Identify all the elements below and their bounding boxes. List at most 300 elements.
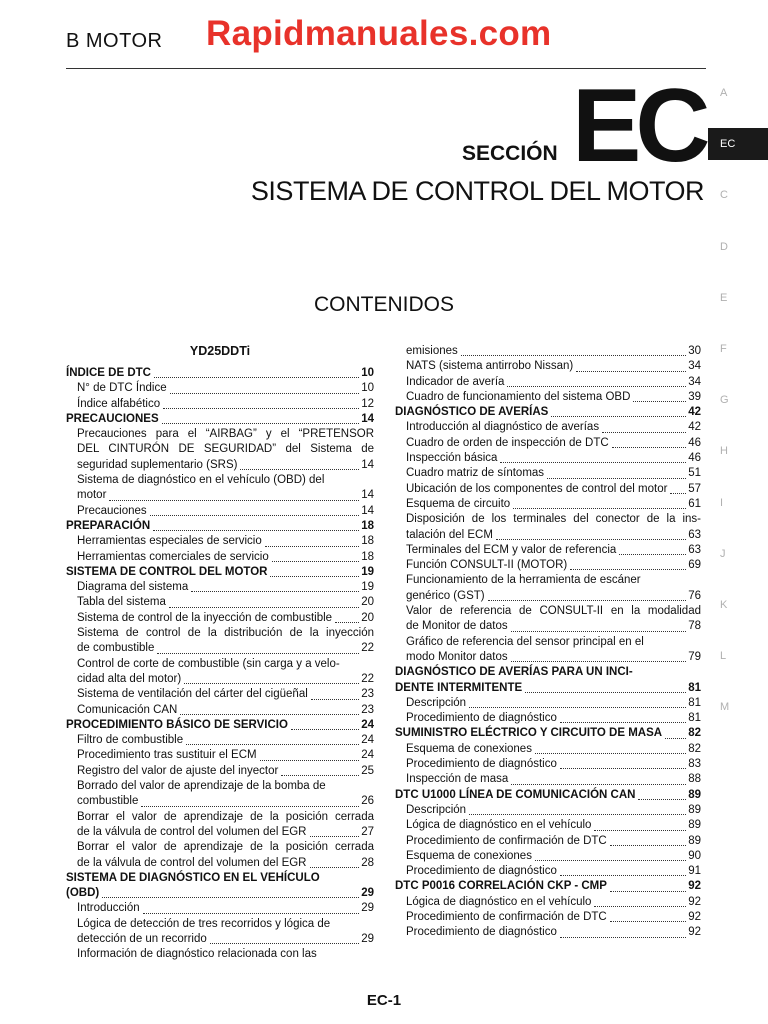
toc-leader-dots: [157, 653, 359, 654]
toc-page-number: 20: [361, 611, 374, 624]
section-tab-c[interactable]: [708, 189, 768, 201]
toc-leader-dots: [154, 377, 359, 378]
toc-leader-dots: [260, 760, 360, 761]
toc-entry-title: modo Monitor datos: [406, 650, 508, 663]
toc-page-number: 12: [361, 397, 374, 410]
toc-entry[interactable]: [395, 864, 701, 879]
toc-entry[interactable]: [66, 703, 374, 718]
toc-page-number: 46: [688, 452, 701, 465]
toc-page-number: 18: [361, 535, 374, 548]
toc-entry-title: SISTEMA DE CONTROL DEL MOTOR: [66, 565, 268, 578]
section-tab-label: K: [720, 599, 728, 611]
toc-leader-dots: [310, 836, 360, 837]
toc-page-number: 10: [361, 367, 374, 379]
toc-entry-line[interactable]: Funcionamiento de la herramienta de escáner: [406, 574, 641, 587]
toc-entry-title: Procedimiento de diagnóstico: [406, 758, 557, 771]
toc-entry-title: motor: [77, 489, 107, 502]
section-tab-label: A: [720, 87, 728, 99]
toc-entry[interactable]: [395, 818, 701, 833]
toc-entry-title: N° de DTC Índice: [77, 382, 167, 395]
toc-entry-title: Índice alfabético: [77, 397, 161, 410]
toc-entry[interactable]: [395, 436, 701, 451]
toc-page-number: 14: [361, 504, 374, 517]
toc-entry[interactable]: [395, 543, 701, 558]
toc-entry[interactable]: [66, 733, 374, 748]
toc-entry[interactable]: [395, 528, 701, 543]
brand-watermark[interactable]: Rapidmanuales.com: [206, 14, 552, 53]
toc-page-number: 34: [688, 360, 701, 373]
toc-leader-dots: [488, 600, 687, 601]
toc-leader-dots: [210, 943, 359, 944]
section-code: EC: [572, 68, 705, 184]
toc-entry[interactable]: [395, 849, 701, 864]
toc-leader-dots: [143, 913, 360, 914]
section-tab-f[interactable]: [708, 343, 768, 355]
section-tab-h[interactable]: [708, 445, 768, 457]
toc-entry-title: Descripción: [406, 696, 467, 709]
toc-entry[interactable]: [66, 718, 374, 733]
toc-leader-dots: [270, 576, 359, 577]
toc-leader-dots: [633, 401, 686, 402]
toc-entry-line[interactable]: Borrado del valor de aprendizaje de la bomba de: [77, 780, 326, 793]
toc-entry[interactable]: [395, 681, 701, 696]
toc-entry-title: Tabla del sistema: [77, 596, 166, 609]
toc-entry-title: DIAGNÓSTICO DE AVERÍAS: [395, 406, 549, 419]
section-title: SISTEMA DE CONTROL DEL MOTOR: [250, 176, 704, 206]
toc-entry[interactable]: [66, 932, 374, 947]
toc-entry[interactable]: [395, 925, 701, 940]
toc-page-number: 28: [361, 856, 374, 869]
toc-entry-title: DENTE INTERMITENTE: [395, 681, 523, 694]
contents-title: CONTENIDOS: [313, 293, 454, 316]
toc-leader-dots: [163, 408, 359, 409]
toc-leader-dots: [513, 508, 686, 509]
toc-entry[interactable]: [395, 711, 701, 726]
toc-page-number: 20: [361, 596, 374, 609]
toc-entry[interactable]: [395, 558, 701, 573]
toc-page-number: 61: [688, 497, 701, 510]
toc-entry[interactable]: [395, 405, 701, 420]
toc-leader-dots: [547, 478, 686, 479]
toc-entry[interactable]: [395, 466, 701, 481]
toc-entry-title: SUMINISTRO ELÉCTRICO Y CIRCUITO DE MASA: [395, 727, 663, 740]
toc-leader-dots: [496, 539, 686, 540]
toc-leader-dots: [153, 530, 359, 531]
toc-leader-dots: [141, 806, 359, 807]
toc-entry-title: Cuadro de funcionamiento del sistema OBD: [406, 390, 631, 403]
toc-leader-dots: [461, 355, 686, 356]
toc-entry[interactable]: [66, 488, 374, 503]
section-tab-m[interactable]: [708, 701, 768, 713]
toc-leader-dots: [511, 784, 686, 785]
toc-leader-dots: [310, 867, 360, 868]
toc-entry[interactable]: [66, 901, 374, 916]
toc-entry-title: detección de un recorrido: [77, 932, 207, 945]
toc-entry-title: Cuadro matriz de síntomas: [406, 467, 545, 480]
toc-entry[interactable]: [66, 397, 374, 412]
toc-leader-dots: [594, 830, 686, 831]
toc-leader-dots: [150, 515, 360, 516]
toc-entry-title: Lógica de diagnóstico en el vehículo: [406, 895, 592, 908]
toc-page-number: 83: [688, 758, 701, 771]
toc-page-number: 88: [688, 773, 701, 786]
section-tab-label: H: [720, 445, 728, 458]
toc-entry-title: Introducción: [77, 902, 140, 915]
toc-page-number: 90: [688, 849, 701, 862]
toc-page-number: 89: [688, 819, 701, 832]
toc-page-number: 18: [361, 550, 374, 563]
section-tab-i[interactable]: [708, 497, 768, 509]
section-tab-label: E: [720, 291, 728, 304]
toc-page-number: 14: [361, 489, 374, 502]
toc-page-number: 42: [688, 406, 701, 419]
toc-entry-line[interactable]: Gráfico de referencia del sensor principal en el: [406, 635, 644, 648]
toc-leader-dots: [560, 875, 686, 876]
toc-entry[interactable]: [395, 375, 701, 390]
toc-page-number: 89: [688, 834, 701, 847]
toc-right-column: [395, 344, 701, 941]
toc-entry[interactable]: [66, 565, 374, 580]
toc-entry-line[interactable]: Sistema de diagnóstico en el vehículo (OBD) del: [77, 474, 325, 487]
toc-leader-dots: [281, 775, 359, 776]
toc-entry-title: PROCEDIMIENTO BÁSICO DE SERVICIO: [66, 718, 288, 731]
section-tab-e[interactable]: [708, 292, 768, 304]
toc-entry-title: de la válvula de control del volumen del EGR: [77, 825, 307, 838]
toc-page-number: 51: [688, 467, 701, 480]
toc-entry-line[interactable]: Borrar el valor de aprendizaje de la posición cerrada: [77, 841, 374, 854]
toc-page-number: 46: [688, 436, 701, 449]
toc-page-number: 24: [361, 749, 374, 762]
toc-entry-title: Descripción: [406, 803, 467, 816]
toc-leader-dots: [560, 768, 686, 769]
toc-entry-title: Precauciones: [77, 504, 147, 517]
toc-leader-dots: [610, 891, 686, 892]
toc-entry-title: PRECAUCIONES: [66, 412, 159, 425]
toc-page-number: 79: [688, 650, 701, 663]
toc-leader-dots: [186, 744, 359, 745]
toc-leader-dots: [184, 683, 359, 684]
toc-entry-title: Terminales del ECM y valor de referencia: [406, 543, 617, 556]
toc-left-list: [66, 366, 374, 963]
toc-page-number: 34: [688, 375, 701, 388]
toc-leader-dots: [469, 814, 686, 815]
toc-entry-title: cidad alta del motor): [77, 672, 182, 685]
section-tab-label: L: [720, 650, 727, 663]
toc-entry-title: Inspección básica: [406, 452, 498, 465]
toc-entry[interactable]: [66, 672, 374, 687]
toc-leader-dots: [602, 432, 686, 433]
toc-leader-dots: [670, 493, 686, 494]
toc-entry-title: ÍNDICE DE DTC: [66, 367, 151, 379]
toc-entry[interactable]: [395, 910, 701, 925]
toc-entry[interactable]: [395, 834, 701, 849]
toc-page-number: 22: [361, 642, 374, 655]
toc-entry[interactable]: [66, 580, 374, 595]
toc-entry-title: Procedimiento de confirmación de DTC: [406, 910, 607, 923]
toc-page-number: 14: [361, 458, 374, 471]
toc-entry-title: Filtro de combustible: [77, 734, 184, 747]
toc-page-number: 30: [688, 345, 701, 357]
toc-leader-dots: [551, 416, 686, 417]
toc-page-number: 82: [688, 727, 701, 740]
toc-page-number: 29: [361, 887, 374, 900]
toc-leader-dots: [169, 607, 359, 608]
section-tab-label: C: [720, 189, 728, 202]
section-tab-label: F: [720, 343, 727, 355]
toc-entry[interactable]: [395, 344, 701, 359]
toc-entry[interactable]: [66, 366, 374, 381]
toc-entry[interactable]: [395, 895, 701, 910]
toc-entry[interactable]: [395, 420, 701, 435]
toc-leader-dots: [665, 738, 686, 739]
toc-entry-title: Registro del valor de ajuste del inyector: [77, 764, 279, 777]
toc-entry-title: de combustible: [77, 642, 155, 655]
toc-leader-dots: [500, 462, 686, 463]
toc-entry-title: DTC P0016 CORRELACIÓN CKP - CMP: [395, 880, 607, 893]
toc-page-number: 78: [688, 620, 701, 633]
toc-page-number: 25: [361, 764, 374, 777]
toc-entry[interactable]: [395, 788, 701, 803]
toc-entry-line[interactable]: Control de corte de combustible (sin carga y a velo-: [77, 657, 340, 670]
toc-leader-dots: [535, 753, 686, 754]
toc-page-number: 92: [688, 910, 701, 923]
toc-page-number: 76: [688, 589, 701, 602]
toc-leader-dots: [507, 386, 686, 387]
toc-leader-dots: [109, 500, 359, 501]
toc-entry[interactable]: [395, 497, 701, 512]
toc-page-number: 92: [688, 880, 701, 893]
toc-entry[interactable]: [395, 879, 701, 894]
toc-page-number: 14: [361, 412, 374, 425]
section-tab-label: EC: [720, 138, 736, 151]
toc-page-number: 82: [688, 742, 701, 755]
toc-entry-title: Función CONSULT-II (MOTOR): [406, 559, 568, 572]
toc-leader-dots: [560, 937, 686, 938]
section-tab-k[interactable]: [708, 599, 768, 611]
toc-entry-title: Diagrama del sistema: [77, 581, 189, 594]
toc-page-number: 81: [688, 696, 701, 709]
toc-entry-line[interactable]: Sistema de control de la distribución de la inyección: [77, 627, 374, 640]
toc-entry[interactable]: [395, 757, 701, 772]
toc-page-number: 81: [688, 712, 701, 725]
toc-entry-title: Ubicación de los componentes de control del motor: [406, 482, 668, 495]
toc-entry-line[interactable]: Valor de referencia de CONSULT-II en la modalidad: [406, 605, 701, 618]
toc-leader-dots: [525, 692, 686, 693]
toc-entry[interactable]: [395, 772, 701, 787]
toc-entry-title: Comunicación CAN: [77, 703, 178, 716]
toc-page-number: 24: [361, 718, 374, 731]
toc-entry-line[interactable]: SISTEMA DE DIAGNÓSTICO EN EL VEHÍCULO: [66, 871, 320, 884]
toc-entry[interactable]: [395, 589, 701, 604]
toc-entry-title: Herramientas especiales de servicio: [77, 535, 262, 548]
toc-page-number: 57: [688, 482, 701, 495]
toc-entry-title: de Monitor de datos: [406, 620, 508, 633]
toc-entry-line[interactable]: Disposición de los terminales del conector de la ins-: [406, 513, 701, 526]
section-tab-g[interactable]: [708, 394, 768, 406]
toc-entry[interactable]: [66, 504, 374, 519]
toc-entry-line[interactable]: Precauciones para el “AIRBAG” y el “PRETENSOR: [77, 428, 374, 441]
toc-entry[interactable]: [395, 726, 701, 741]
page-number: EC-1: [366, 992, 402, 1009]
toc-page-number: 89: [688, 788, 701, 801]
section-tab-ec[interactable]: [708, 128, 768, 160]
toc-entry-title: Esquema de conexiones: [406, 849, 532, 862]
toc-entry[interactable]: [395, 742, 701, 757]
section-tab-d[interactable]: [708, 241, 768, 253]
toc-page-number: 39: [688, 390, 701, 403]
toc-page-number: 81: [688, 681, 701, 694]
toc-page-number: 92: [688, 926, 701, 939]
toc-entry[interactable]: [395, 619, 701, 634]
toc-entry[interactable]: [66, 458, 374, 473]
toc-entry-title: Cuadro de orden de inspección de DTC: [406, 436, 609, 449]
toc-page-number: 18: [361, 519, 374, 532]
toc-entry[interactable]: [66, 856, 374, 871]
toc-entry[interactable]: [66, 794, 374, 809]
toc-leader-dots: [570, 569, 686, 570]
toc-page-number: 22: [361, 672, 374, 685]
toc-leader-dots: [511, 661, 687, 662]
toc-entry-line[interactable]: Lógica de detección de tres recorridos y lógica de: [77, 917, 331, 930]
toc-page-number: 27: [361, 825, 374, 838]
toc-entry-title: Esquema de conexiones: [406, 742, 532, 755]
toc-entry-title: PREPARACIÓN: [66, 519, 151, 532]
toc-page-number: 63: [688, 543, 701, 556]
toc-page-number: 29: [361, 932, 374, 945]
toc-page-number: 19: [361, 581, 374, 594]
toc-entry-title: Inspección de masa: [406, 773, 509, 786]
toc-entry-line[interactable]: DIAGNÓSTICO DE AVERÍAS PARA UN INCI-: [395, 666, 633, 679]
toc-entry-title: de la válvula de control del volumen del EGR: [77, 856, 307, 869]
toc-page-number: 63: [688, 528, 701, 541]
toc-leader-dots: [576, 371, 686, 372]
toc-leader-dots: [619, 554, 686, 555]
toc-entry[interactable]: [66, 825, 374, 840]
toc-leader-dots: [612, 447, 687, 448]
toc-entry[interactable]: [66, 534, 374, 549]
toc-page-number: 69: [688, 559, 701, 572]
toc-entry[interactable]: [66, 519, 374, 534]
toc-entry-line[interactable]: Información de diagnóstico relacionada con las: [77, 948, 317, 961]
toc-entry-line[interactable]: DEL CINTURÓN DE SEGURIDAD” del Sistema de: [77, 443, 374, 456]
toc-left-column: [66, 344, 374, 963]
toc-entry[interactable]: [66, 381, 374, 396]
toc-page-number: 23: [361, 688, 374, 701]
section-tab-label: I: [720, 496, 724, 509]
toc-leader-dots: [180, 714, 359, 715]
toc-leader-dots: [638, 799, 686, 800]
section-tab-a[interactable]: [708, 87, 768, 99]
toc-page-number: 19: [361, 565, 374, 578]
toc-entry[interactable]: [66, 611, 374, 626]
toc-leader-dots: [535, 860, 686, 861]
toc-entry-title: Introducción al diagnóstico de averías: [406, 421, 600, 434]
toc-leader-dots: [162, 423, 360, 424]
toc-leader-dots: [291, 729, 359, 730]
toc-leader-dots: [272, 561, 359, 562]
toc-entry-title: Esquema de circuito: [406, 497, 511, 510]
toc-leader-dots: [610, 845, 687, 846]
toc-entry[interactable]: [395, 359, 701, 374]
toc-page-number: 24: [361, 734, 374, 747]
toc-entry-title: Sistema de ventilación del cárter del cigüeñal: [77, 688, 308, 701]
toc-leader-dots: [311, 699, 359, 700]
toc-entry-title: DTC U1000 LÍNEA DE COMUNICACIÓN CAN: [395, 788, 636, 801]
toc-entry-title: Procedimiento de diagnóstico: [406, 865, 557, 878]
toc-entry[interactable]: [395, 390, 701, 405]
section-tab-j[interactable]: [708, 548, 768, 560]
toc-entry[interactable]: [66, 550, 374, 565]
toc-entry[interactable]: [395, 650, 701, 665]
toc-right-list: [395, 344, 701, 941]
toc-entry[interactable]: [66, 687, 374, 702]
toc-leader-dots: [469, 707, 686, 708]
toc-leader-dots: [170, 393, 360, 394]
toc-entry[interactable]: [395, 482, 701, 497]
section-tab-label: D: [720, 240, 728, 253]
section-tab-label: J: [720, 547, 726, 560]
toc-entry-title: talación del ECM: [406, 528, 493, 541]
toc-entry-title: (OBD): [66, 887, 100, 900]
toc-entry-title: Procedimiento de confirmación de DTC: [406, 834, 607, 847]
toc-entry[interactable]: [395, 451, 701, 466]
toc-page-number: 26: [361, 795, 374, 808]
toc-entry-title: emisiones: [406, 345, 458, 357]
toc-leader-dots: [191, 591, 359, 592]
section-tab-l[interactable]: [708, 650, 768, 662]
toc-entry[interactable]: [395, 803, 701, 818]
toc-entry-title: seguridad suplementario (SRS): [77, 458, 238, 471]
toc-entry-title: combustible: [77, 795, 139, 808]
engine-heading: YD25DDTi: [189, 344, 251, 358]
toc-entry-title: Indicador de avería: [406, 375, 505, 388]
toc-entry[interactable]: [66, 748, 374, 763]
toc-page-number: 29: [361, 902, 374, 915]
toc-leader-dots: [610, 921, 687, 922]
toc-entry[interactable]: [66, 764, 374, 779]
toc-entry[interactable]: [66, 641, 374, 656]
toc-entry-title: Sistema de control de la inyección de combustible: [77, 611, 333, 624]
toc-entry-title: Procedimiento de diagnóstico: [406, 712, 557, 725]
toc-page-number: 42: [688, 421, 701, 434]
toc-leader-dots: [594, 906, 686, 907]
toc-page-number: 92: [688, 895, 701, 908]
toc-leader-dots: [102, 897, 359, 898]
toc-entry[interactable]: [66, 595, 374, 610]
toc-entry[interactable]: [66, 412, 374, 427]
section-tab-label: G: [720, 394, 729, 407]
toc-entry-title: Herramientas comerciales de servicio: [77, 550, 269, 563]
toc-page-number: 23: [361, 703, 374, 716]
toc-page-number: 10: [361, 382, 374, 395]
toc-leader-dots: [265, 546, 359, 547]
toc-leader-dots: [240, 469, 359, 470]
section-label: SECCIÓN: [462, 142, 558, 165]
header-motor-label: B MOTOR: [66, 30, 163, 52]
toc-entry[interactable]: [395, 696, 701, 711]
toc-page-number: 91: [688, 865, 701, 878]
toc-entry-title: NATS (sistema antirrobo Nissan): [406, 360, 574, 373]
toc-entry[interactable]: [66, 886, 374, 901]
toc-entry-line[interactable]: Borrar el valor de aprendizaje de la posición cerrada: [77, 810, 374, 823]
toc-leader-dots: [335, 622, 359, 623]
toc-leader-dots: [560, 722, 686, 723]
toc-entry-title: Procedimiento de diagnóstico: [406, 926, 557, 939]
toc-page-number: 89: [688, 803, 701, 816]
toc-entry-title: genérico (GST): [406, 589, 485, 602]
toc-entry-title: Procedimiento tras sustituir el ECM: [77, 749, 257, 762]
section-tab-label: M: [720, 701, 730, 714]
